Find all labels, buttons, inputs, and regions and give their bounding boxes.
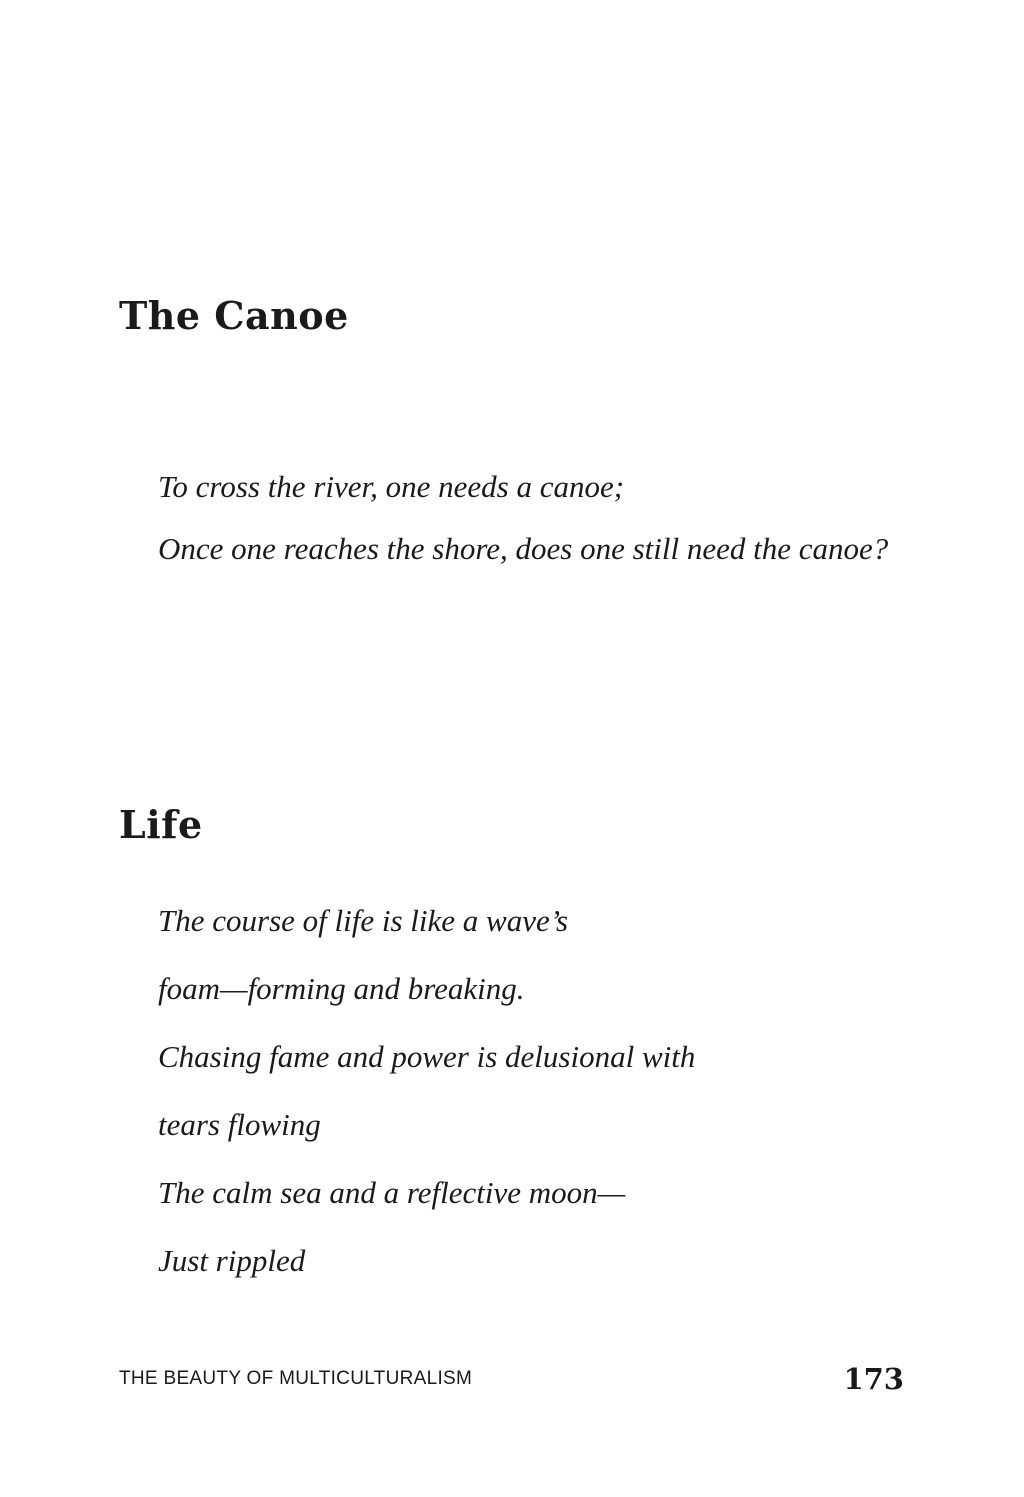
poem-line: The course of life is like a wave’s (158, 903, 569, 938)
poem-line: The calm sea and a reflective moon— (158, 1175, 626, 1210)
poem-title-the-canoe: The Canoe (119, 293, 349, 338)
poem-title-life: Life (119, 802, 203, 847)
poem-line: foam—forming and breaking. (158, 971, 525, 1006)
page-number: 173 (843, 1362, 904, 1396)
poem-line: Once one reaches the shore, does one still need the canoe? (158, 531, 889, 566)
poem-line: Just rippled (158, 1243, 306, 1278)
poem-line: tears flowing (158, 1107, 321, 1142)
poem-line: To cross the river, one needs a canoe; (158, 469, 625, 504)
running-footer-book-title: THE BEAUTY OF MULTICULTURALISM (119, 1368, 473, 1389)
poem-line: Chasing fame and power is delusional with (158, 1039, 696, 1074)
